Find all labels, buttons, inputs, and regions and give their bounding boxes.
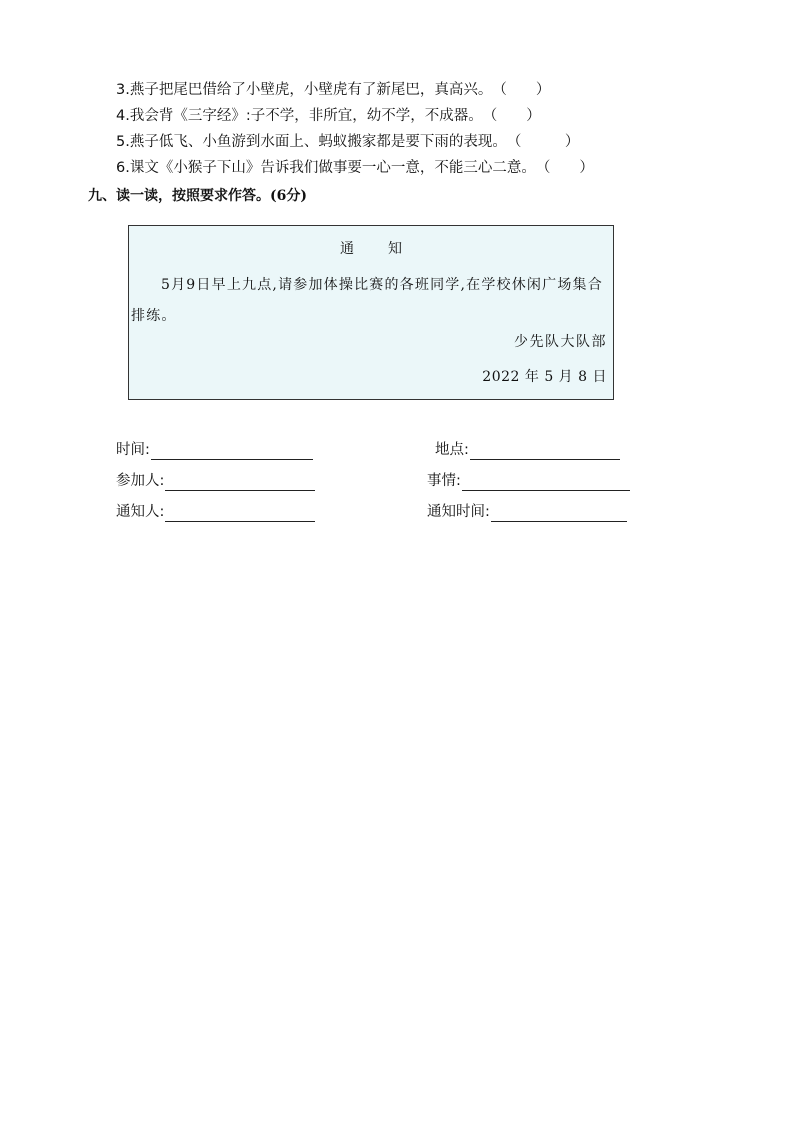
notice-date: 2022 年 5 月 8 日: [482, 369, 607, 385]
answer-parentheses[interactable]: （ ）: [492, 82, 551, 98]
item-text: 4.我会背《三字经》:子不学，非所宜，幼不学，不成器。: [116, 108, 483, 124]
time-label: 时间:: [116, 442, 150, 458]
section-nine-heading: 九、读一读，按照要求作答。(6分): [88, 188, 307, 204]
notice-box: [128, 225, 614, 400]
notifier-label: 通知人:: [116, 504, 165, 520]
notice-body: 5月9日早上九点,请参加体操比赛的各班同学,在学校休闲广场集合排练。: [131, 277, 603, 324]
time-field: [116, 440, 313, 460]
time-answer-blank[interactable]: [151, 443, 313, 460]
answer-parentheses[interactable]: （ ）: [506, 134, 580, 150]
notice-sender: 少先队大队部: [514, 334, 607, 350]
true-false-item: [116, 106, 541, 126]
answer-parentheses[interactable]: （ ）: [482, 108, 541, 124]
notice-time-field: [427, 502, 627, 522]
notifier-answer-blank[interactable]: [165, 505, 315, 522]
true-false-item: [116, 132, 579, 152]
participants-answer-blank[interactable]: [165, 474, 315, 491]
true-false-item: [116, 158, 594, 178]
true-false-item: [116, 80, 550, 100]
notice-title: 通知: [340, 241, 436, 257]
participants-field: [116, 471, 315, 491]
matter-label: 事情:: [427, 473, 461, 489]
item-text: 5.燕子低飞、小鱼游到水面上、蚂蚁搬家都是要下雨的表现。: [116, 134, 507, 150]
notice-time-answer-blank[interactable]: [491, 505, 627, 522]
matter-field: [427, 471, 630, 491]
notice-time-label: 通知时间:: [427, 504, 490, 520]
item-text: 3.燕子把尾巴借给了小壁虎，小壁虎有了新尾巴，真高兴。: [116, 82, 493, 98]
answer-parentheses[interactable]: （ ）: [535, 160, 594, 176]
place-label: 地点:: [435, 442, 469, 458]
item-text: 6.课文《小猴子下山》告诉我们做事要一心一意，不能三心二意。: [116, 160, 536, 176]
place-answer-blank[interactable]: [470, 443, 620, 460]
participants-label: 参加人:: [116, 473, 165, 489]
place-field: [435, 440, 620, 460]
matter-answer-blank[interactable]: [462, 474, 630, 491]
notifier-field: [116, 502, 315, 522]
